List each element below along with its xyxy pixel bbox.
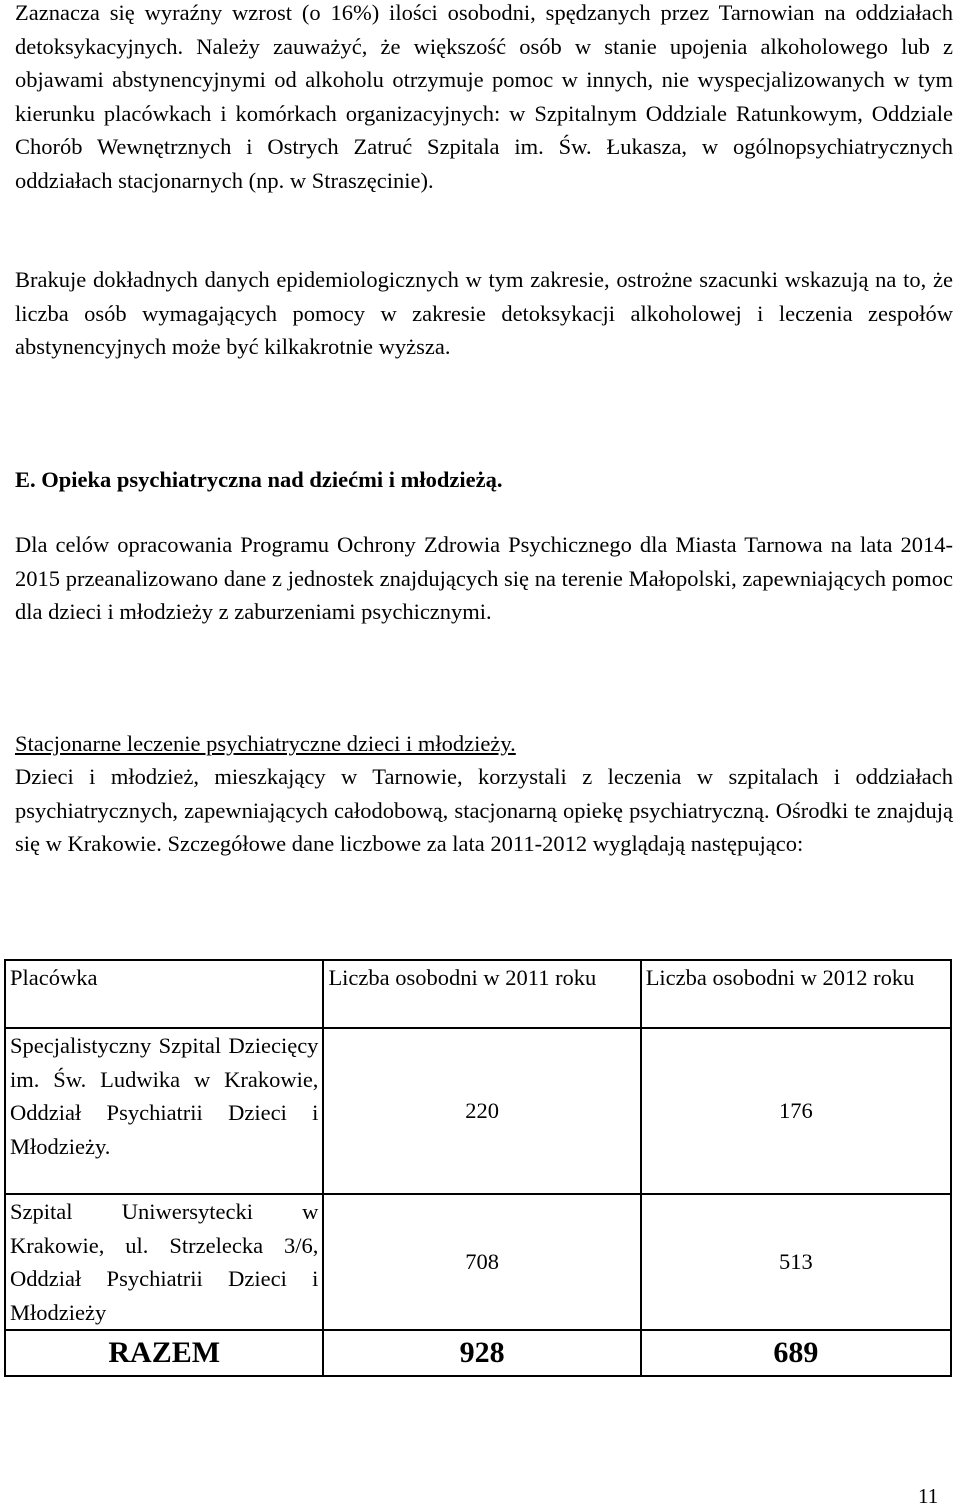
paragraph-program: Dla celów opracowania Programu Ochrony Zdrowia Psychicznego dla Miasta Tarnowa na lata 2014-2015 przeanalizowano dane z jednostek znajdujących się na terenie Małopolski, zapewniających pomoc dla dzieci i młodzieży z zaburzeniami psychicznymi. [15,532,953,625]
section-heading: E. Opieka psychiatryczna nad dziećmi i młodzieżą. [15,467,503,492]
total-2011: 928 [323,1330,640,1376]
table-header-row [5,960,951,1028]
facility-name: Specjalistyczny Szpital Dziecięcy im. Św. Ludwika w Krakowie, Oddział Psychiatrii Dzieci i Młodzieży. [5,1028,323,1194]
header-2011: Liczba osobodni w 2011 roku [323,960,640,1028]
paragraph-hospitals: Dzieci i młodzież, mieszkający w Tarnowie, korzystali z leczenia w szpitalach i oddziałach psychiatrycznych, zapewniających całodobową, stacjonarną opiekę psychiatryczną. Ośrodki te znajdują się w Krakowie. Szczegółowe dane liczbowe za lata 2011-2012 wyglądają następująco: [15,764,953,857]
value-2011: 708 [323,1194,640,1330]
subsection-heading: Stacjonarne leczenie psychiatryczne dzieci i młodzieży. [15,731,516,756]
total-label: RAZEM [5,1330,323,1376]
value-2012: 513 [641,1194,951,1330]
osobodni-table [4,959,952,1377]
table-total-row [5,1330,951,1376]
table-row [5,1194,951,1330]
paragraph-detox: Zaznacza się wyraźny wzrost (o 16%) ilości osobodni, spędzanych przez Tarnowian na oddziałach detoksykacyjnych. Należy zauważyć, że większość osób w stanie upojenia alkoholowego lub z objawami abstynencyjnymi od alkoholu otrzymuje pomoc w innych, nie wyspecjalizowanych w tym kierunku placówkach i komórkach organizacyjnych: w Szpitalnym Oddziale Ratunkowym, Oddziale Chorób Wewnętrznych i Ostrych Zatruć Szpitala im. Św. Łukasza, w ogólnopsychiatrycznych oddziałach stacjonarnych (np. w Straszęcinie). [15,0,953,193]
header-2012: Liczba osobodni w 2012 roku [641,960,951,1028]
total-2012: 689 [641,1330,951,1376]
value-2012: 176 [641,1028,951,1194]
page-number: 11 [918,1484,939,1508]
header-placowka: Placówka [5,960,323,1028]
value-2011: 220 [323,1028,640,1194]
facility-name: Szpital Uniwersytecki w Krakowie, ul. Strzelecka 3/6, Oddział Psychiatrii Dzieci i Młodzieży [5,1194,323,1330]
table-row [5,1028,951,1194]
paragraph-epidemiology: Brakuje dokładnych danych epidemiologicznych w tym zakresie, ostrożne szacunki wskazują na to, że liczba osób wymagających pomocy w zakresie detoksykacji alkoholowej i leczenia zespołów abstynencyjnych może być kilkakrotnie wyższa. [15,267,953,360]
